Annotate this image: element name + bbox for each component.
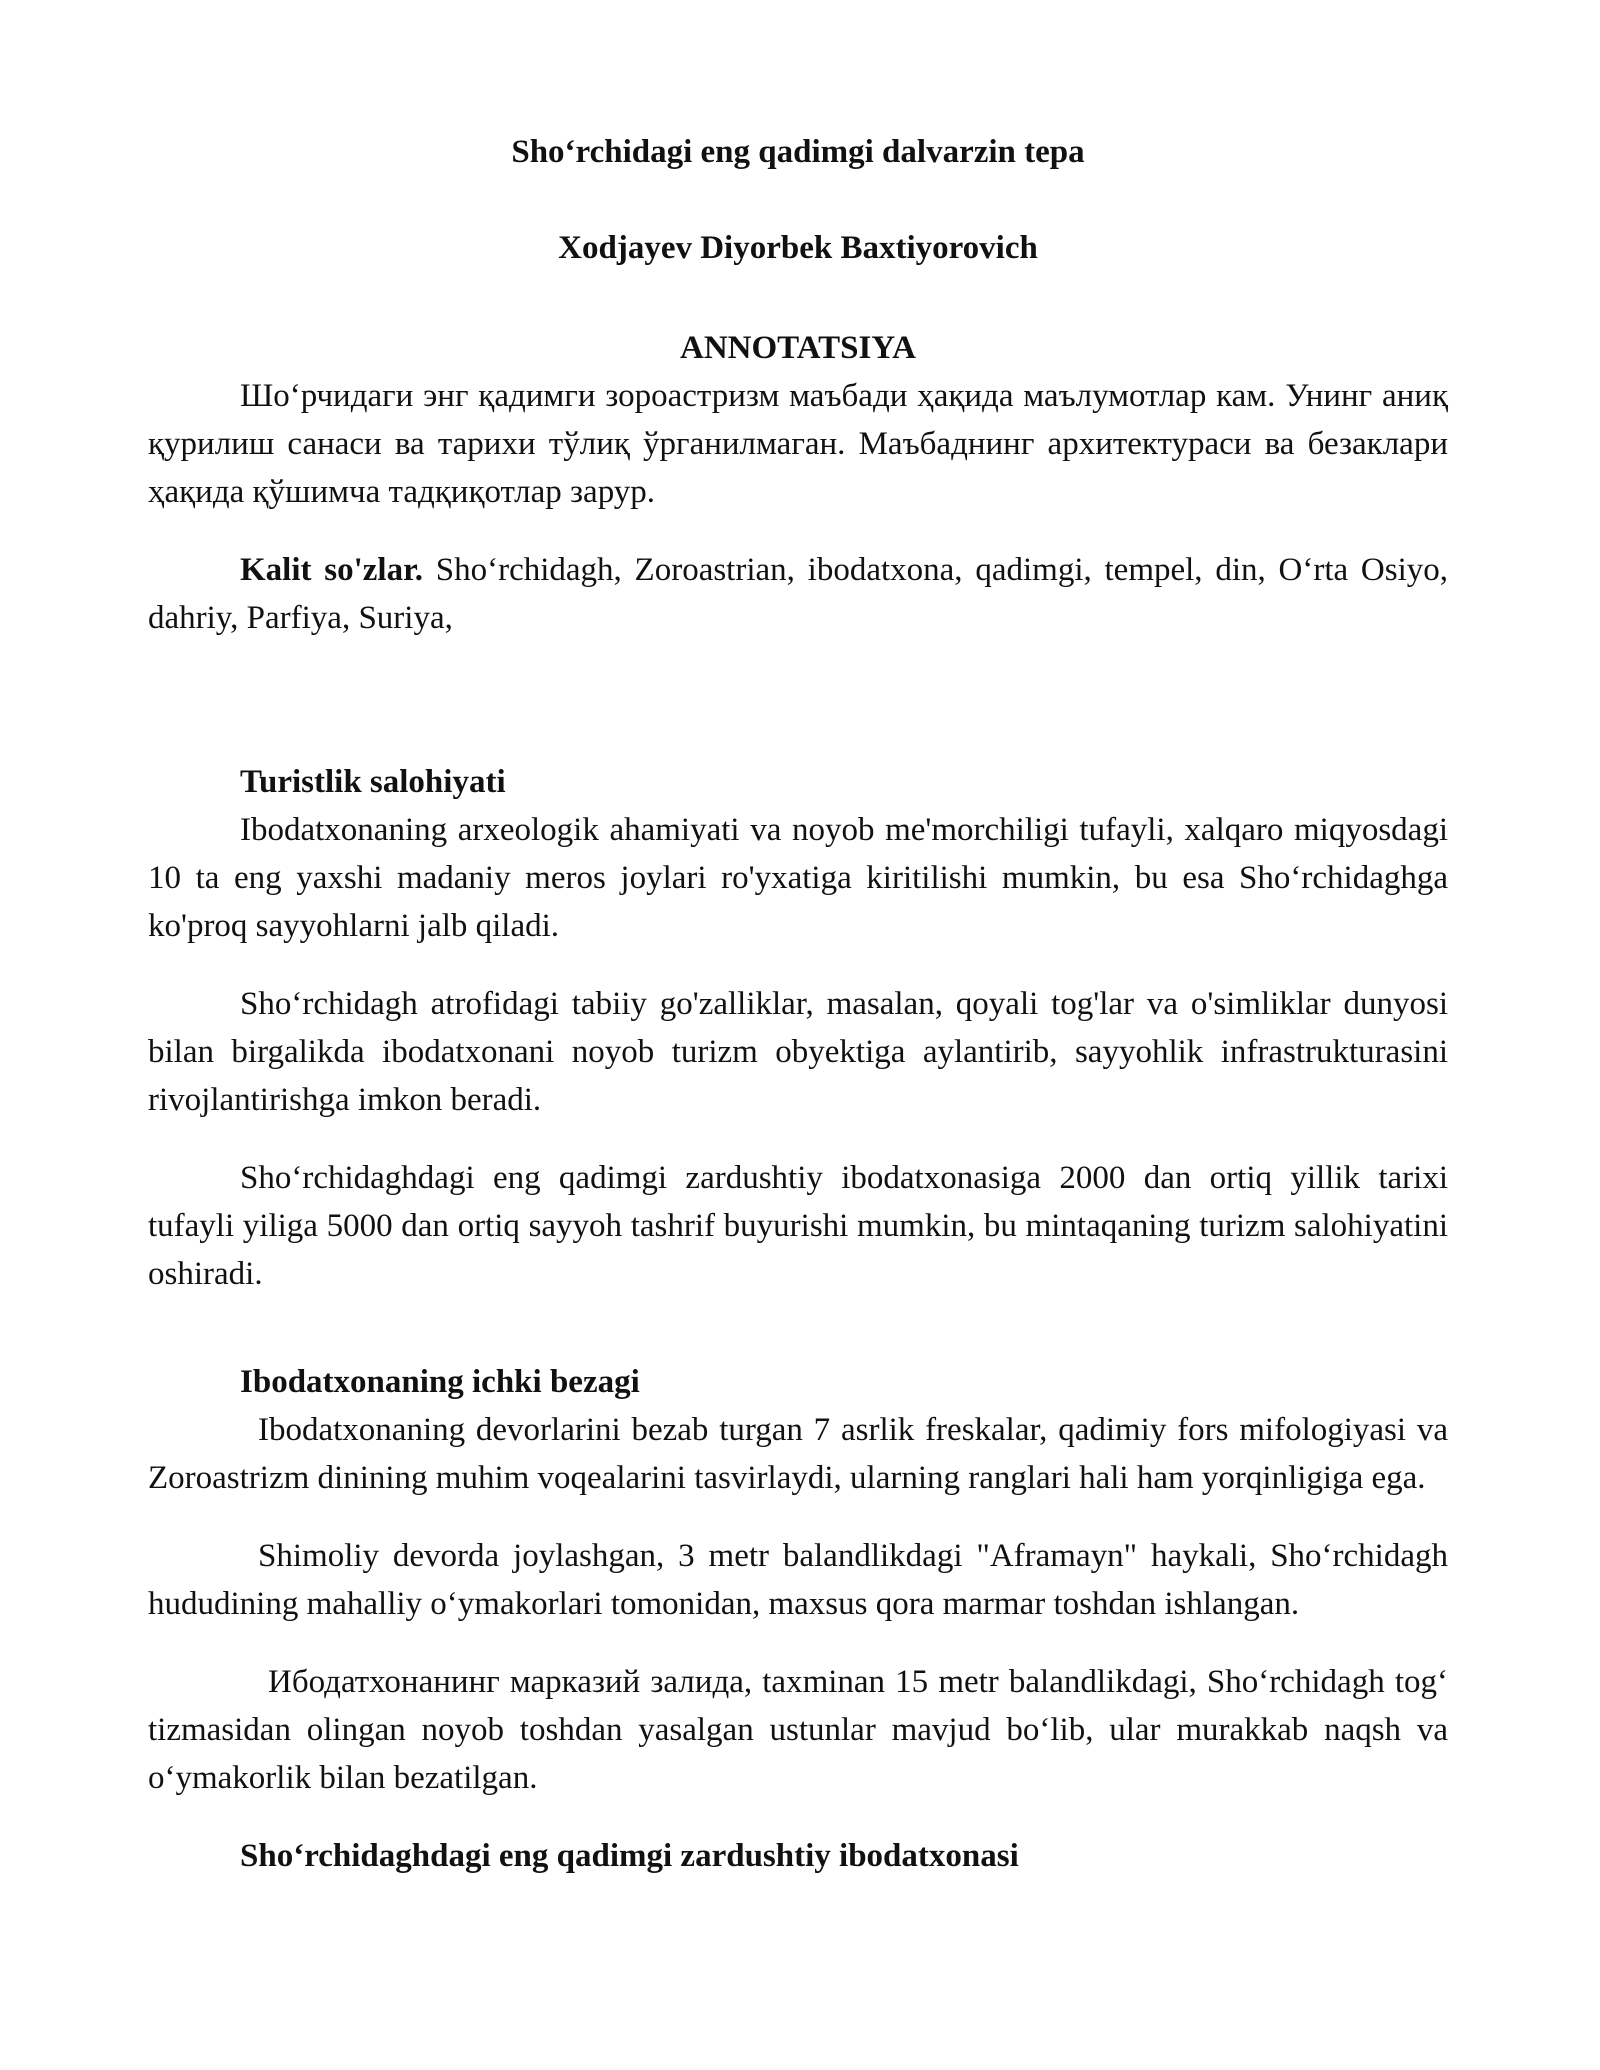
paragraph: Sho‘rchidagh atrofidagi tabiiy go'zalliklar, masalan, qoyali tog'lar va o'simliklar dunyosi bilan birgalikda ibodatxonani noyob turizm obyektiga aylantirib, sayyohlik infrastrukturasini rivojlantirishga imkon beradi. (148, 986, 1448, 1118)
keywords-text: Sho‘rchidagh, Zoroastrian, ibodatxona, qadimgi, tempel, din, O‘rta Osiyo, dahriy, Parfiya, Suriya, (148, 552, 1448, 636)
annotation-heading: ANNOTATSIYA (680, 330, 916, 366)
paragraph: Ibodatxonaning arxeologik ahamiyati va noyob me'morchiligi tufayli, xalqaro miqyosdagi 10 ta eng yaxshi madaniy meros joylari ro'yxatiga kiritilishi mumkin, bu esa Sho‘rchidaghga ko'proq sayyohlarni jalb qiladi. (148, 812, 1448, 944)
paragraph: Ibodatxonaning devorlarini bezab turgan 7 asrlik freskalar, qadimiy fors mifologiyasi va Zoroastrizm dinining muhim voqealarini tasvirlaydi, ularning ranglari hali ham yorqinligiga ega. (148, 1412, 1448, 1496)
annotation-text: Шоʻрчидаги энг қадимги зороастризм маъбади ҳақида маълумотлар кам. Унинг аниқ қурилиш санаси ва тарихи тўлиқ ўрганилмаган. Маъбаднинг архитектураси ва безаклари ҳақида қўшимча тадқиқотлар зарур. (148, 378, 1448, 510)
section-heading-interior: Ibodatxonaning ichki bezagi (240, 1364, 640, 1400)
paragraph: Shimoliy devorda joylashgan, 3 metr balandlikdagi "Aframayn" haykali, Sho‘rchidagh hududining mahalliy o‘ymakorlari tomonidan, maxsus qora marmar toshdan ishlangan. (148, 1538, 1448, 1622)
document-author: Xodjayev Diyorbek Baxtiyorovich (558, 230, 1038, 266)
keywords-paragraph (148, 546, 1448, 642)
document-title: Sho‘rchidagi eng qadimgi dalvarzin tepa (511, 134, 1085, 170)
paragraph: Ибодатхонанинг марказий залида, taxminan 15 metr balandlikdagi, Sho‘rchidagh tog‘ tizmasidan olingan noyob toshdan yasalgan ustunlar mavjud bo‘lib, ular murakkab naqsh va o‘ymakorlik bilan bezatilgan. (148, 1664, 1448, 1796)
document-page (148, 128, 1448, 1880)
section-heading-oldest-temple: Sho‘rchidaghdagi eng qadimgi zardushtiy ibodatxonasi (240, 1838, 1019, 1874)
keywords-label: Kalit so'zlar. (240, 552, 423, 588)
paragraph: Sho‘rchidaghdagi eng qadimgi zardushtiy ibodatxonasiga 2000 dan ortiq yillik tarixi tufayli yiliga 5000 dan ortiq sayyoh tashrif buyurishi mumkin, bu mintaqaning turizm salohiyatini oshiradi. (148, 1160, 1448, 1292)
section-heading-tourism: Turistlik salohiyati (240, 764, 506, 800)
